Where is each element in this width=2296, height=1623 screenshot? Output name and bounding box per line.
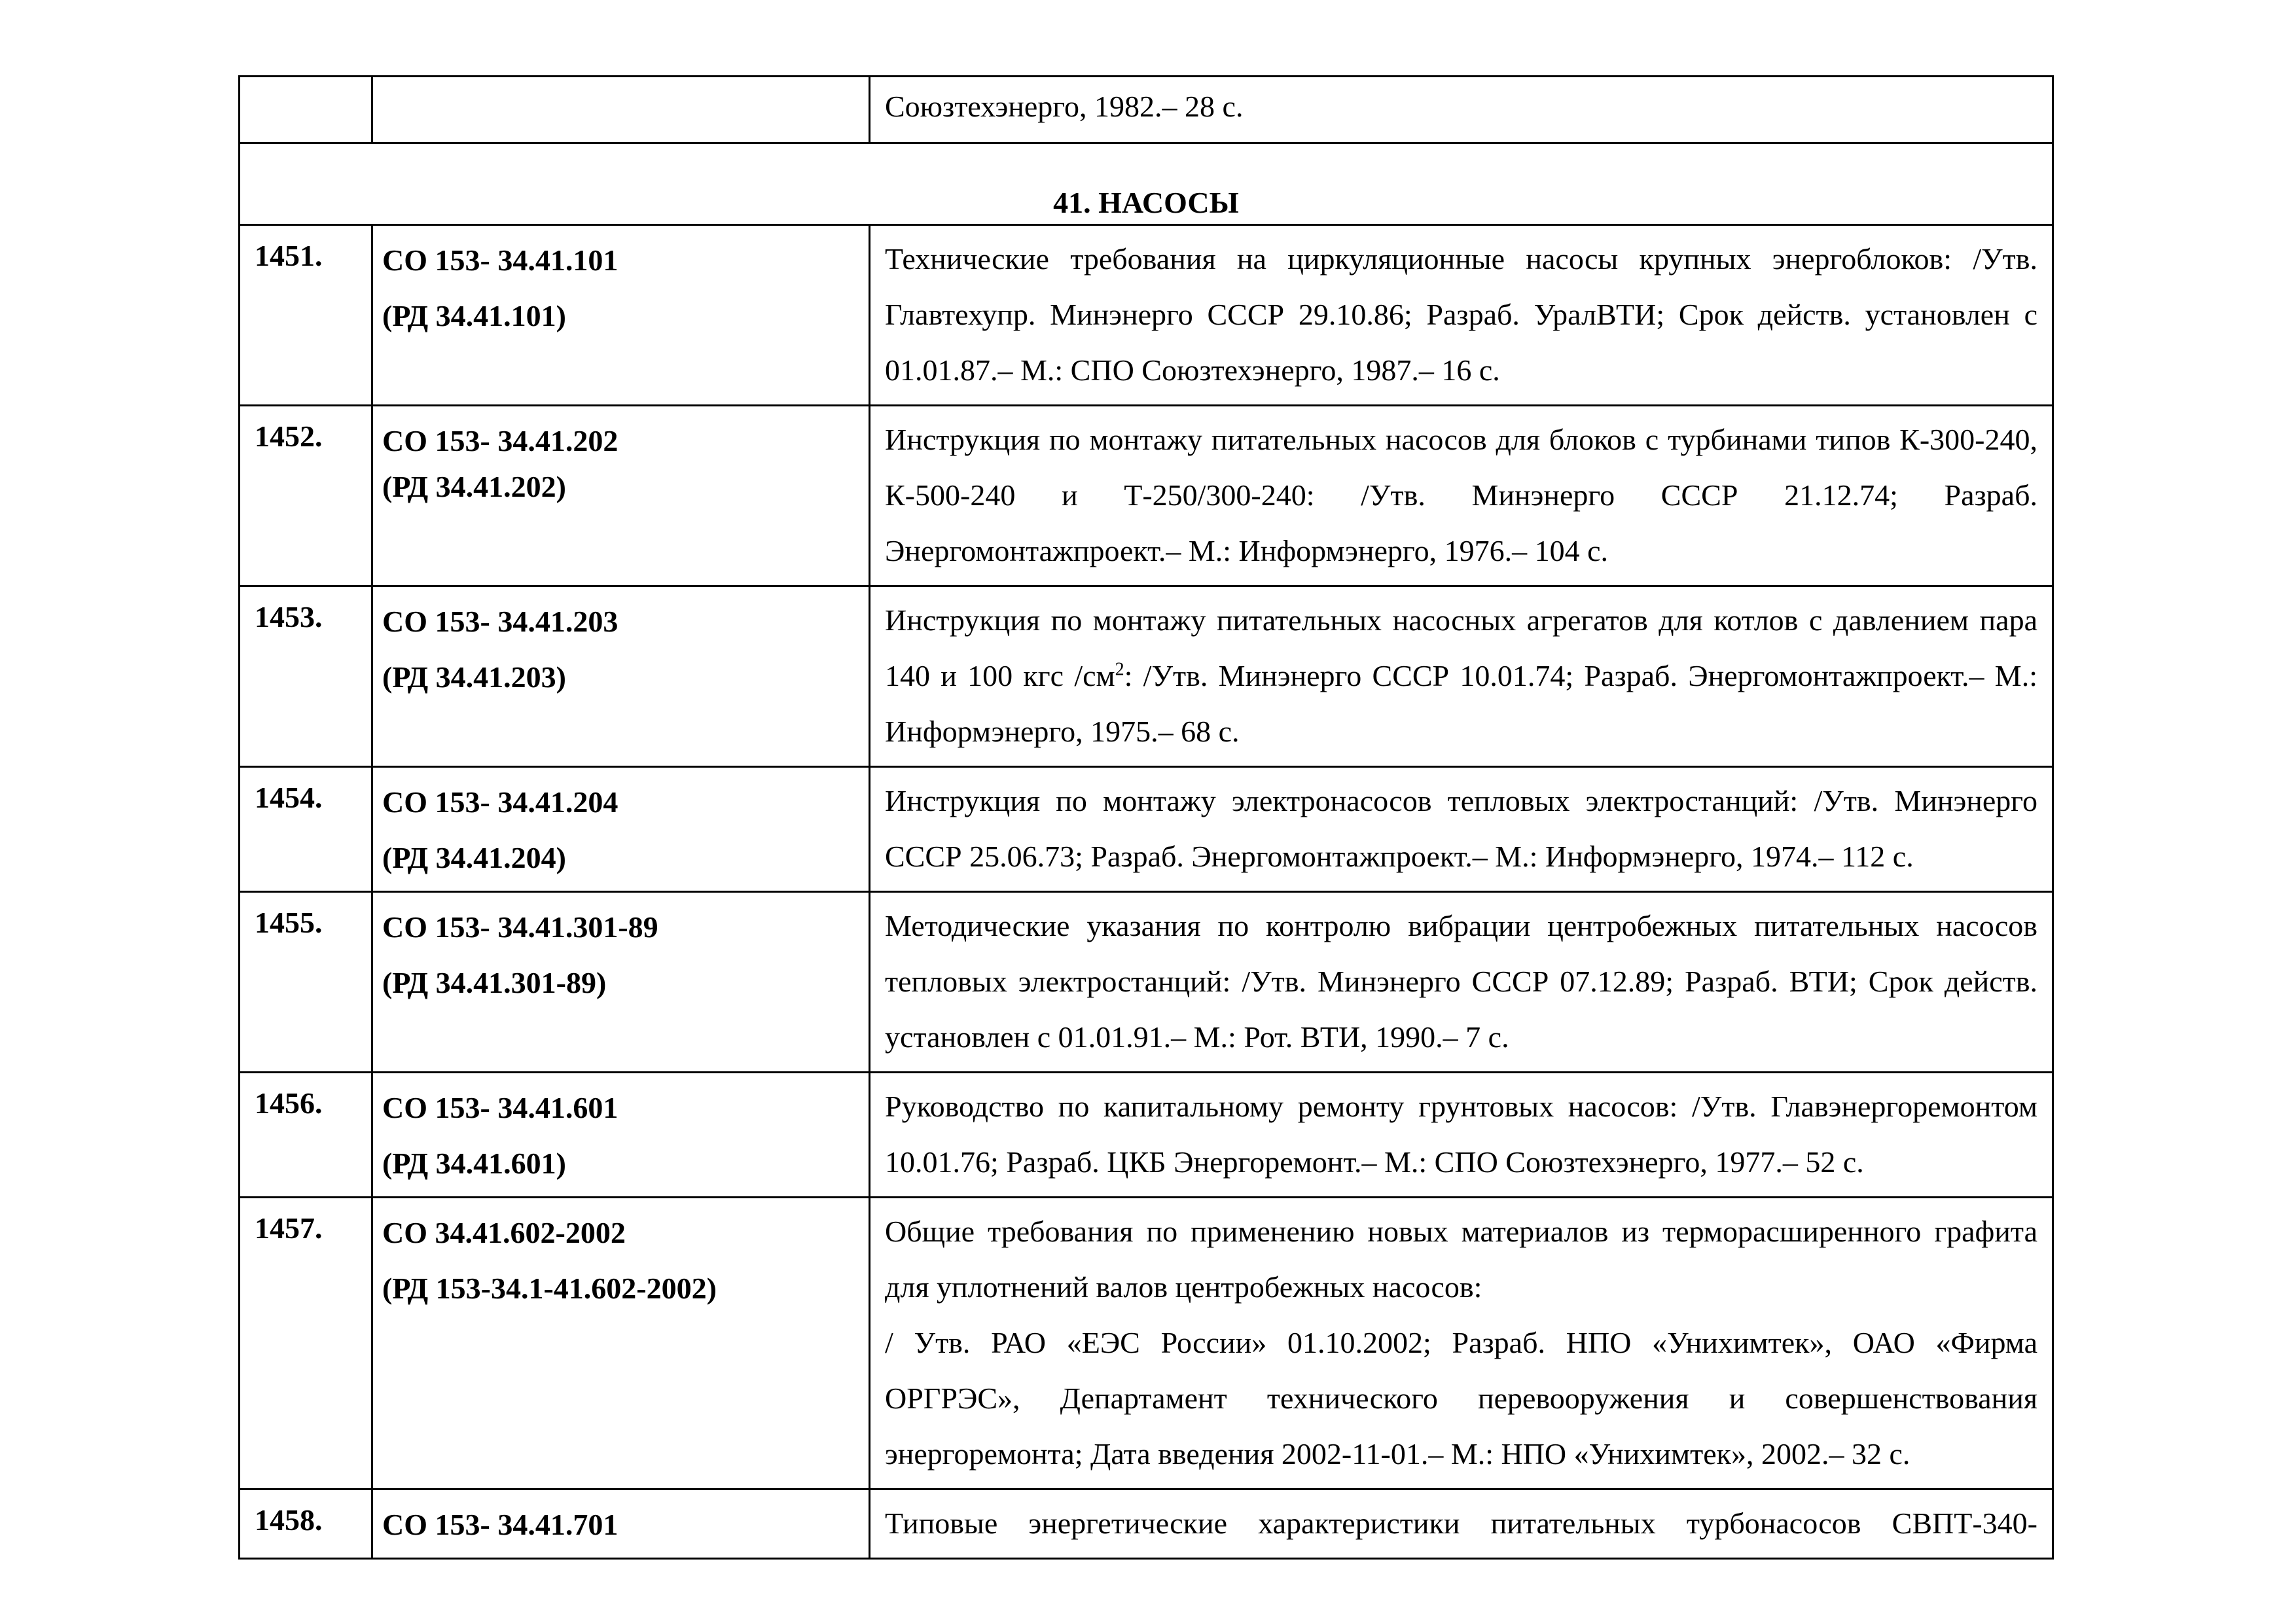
document-alt-code: (РД 34.41.204) <box>382 841 566 874</box>
description-text: Инструкция по монтажу питательных насосных агрегатов для котлов с давлением пара 140 и 100 кгс $/см^2$: /Утв. Минэнерго СССР 10.01.74; Разраб. Энергомонтажпроект.– М.: Информэнерго, 1975.– 68 с. <box>885 603 2037 748</box>
row-number-cell <box>240 77 372 143</box>
document-code: СО 153- 34.41.701 <box>382 1508 619 1541</box>
row-number-cell: 1458. <box>240 1489 372 1559</box>
row-number-cell: 1451. <box>240 225 372 406</box>
document-alt-code: (РД 34.41.101) <box>382 299 566 332</box>
document-alt-code: (РД 153-34.1-41.602-2002) <box>382 1272 717 1305</box>
description-text: Типовые энергетические характеристики питательных турбонасосов СВПТ-340- <box>885 1507 2037 1540</box>
description-cell <box>870 892 2053 1073</box>
row-number-cell: 1455. <box>240 892 372 1073</box>
section-title: 41. НАСОСЫ <box>240 143 2053 225</box>
document-code: СО 153- 34.41.203 <box>382 605 619 638</box>
table-row <box>240 586 2053 767</box>
document-code: СО 153- 34.41.301-89 <box>382 910 658 944</box>
document-alt-code: (РД 34.41.301-89) <box>382 966 607 999</box>
document-code: СО 153- 34.41.101 <box>382 243 619 277</box>
table-row <box>240 892 2053 1073</box>
description-cell <box>870 767 2053 892</box>
description-text: Союзтехэнерго, 1982.– 28 с. <box>885 90 1244 123</box>
row-number-cell: 1454. <box>240 767 372 892</box>
description-cell <box>870 586 2053 767</box>
row-number-cell: 1457. <box>240 1198 372 1489</box>
row-number-cell: 1452. <box>240 406 372 586</box>
row-number-cell: 1456. <box>240 1073 372 1198</box>
description-cell <box>870 77 2053 143</box>
document-code: СО 34.41.602-2002 <box>382 1216 626 1249</box>
description-text: Инструкция по монтажу электронасосов тепловых электростанций: /Утв. Минэнерго СССР 25.06.73; Разраб. Энергомонтажпроект.– М.: Информэнерго, 1974.– 112 с. <box>885 784 2037 873</box>
document-code-cell <box>372 1198 870 1489</box>
document-alt-code: (РД 34.41.202) <box>382 470 566 503</box>
document-code-cell <box>372 77 870 143</box>
description-cell <box>870 406 2053 586</box>
section-heading-row <box>240 143 2053 225</box>
document-alt-code: (РД 34.41.601) <box>382 1147 566 1180</box>
document-code: СО 153- 34.41.202 <box>382 424 619 457</box>
description-text: Методические указания по контролю вибрации центробежных питательных насосов тепловых электростанций: /Утв. Минэнерго СССР 07.12.89; Разраб. ВТИ; Срок действ. установлен с 01.01.91.– М.: Рот. ВТИ, 1990.– 7 с. <box>885 909 2037 1054</box>
table-row <box>240 225 2053 406</box>
document-code-cell <box>372 892 870 1073</box>
description-text: / Утв. РАО «ЕЭС России» 01.10.2002; Разраб. НПО «Унихимтек», ОАО «Фирма ОРГРЭС», Департамент технического перевооружения и совершенствования энергоремонта; Дата введения 2002-11-01.– М.: НПО «Унихимтек», 2002.– 32 с. <box>885 1326 2037 1471</box>
document-code-cell <box>372 586 870 767</box>
table-row <box>240 1198 2053 1489</box>
document-code: СО 153- 34.41.601 <box>382 1091 619 1124</box>
document-code-cell <box>372 767 870 892</box>
description-cell <box>870 1489 2053 1559</box>
description-text: Инструкция по монтажу питательных насосов для блоков с турбинами типов К-300-240, К-500-240 и Т-250/300-240: /Утв. Минэнерго СССР 21.12.74; Разраб. Энергомонтажпроект.– М.: Информэнерго, 1976.– 104 с. <box>885 423 2037 567</box>
document-code-cell <box>372 406 870 586</box>
table-row-continuation <box>240 77 2053 143</box>
table-row <box>240 1073 2053 1198</box>
description-cell <box>870 1198 2053 1489</box>
standards-table <box>238 75 2054 1560</box>
superscript: 2 <box>1115 659 1124 680</box>
description-cell <box>870 1073 2053 1198</box>
document-code-cell <box>372 1489 870 1559</box>
description-cell <box>870 225 2053 406</box>
table-row <box>240 406 2053 586</box>
document-alt-code: (РД 34.41.203) <box>382 660 566 694</box>
description-text: Общие требования по применению новых материалов из терморасширенного графита для уплотнений валов центробежных насосов: <box>885 1215 2037 1304</box>
document-code-cell <box>372 1073 870 1198</box>
table-row <box>240 1489 2053 1559</box>
document-code: СО 153- 34.41.204 <box>382 785 619 819</box>
table-row <box>240 767 2053 892</box>
document-code-cell <box>372 225 870 406</box>
row-number-cell: 1453. <box>240 586 372 767</box>
description-text: Руководство по капитальному ремонту грунтовых насосов: /Утв. Главэнергоремонтом 10.01.76; Разраб. ЦКБ Энергоремонт.– М.: СПО Союзтехэнерго, 1977.– 52 с. <box>885 1090 2037 1179</box>
description-text: Технические требования на циркуляционные насосы крупных энергоблоков: /Утв. Главтехупр. Минэнерго СССР 29.10.86; Разраб. УралВТИ; Срок действ. установлен с 01.01.87.– М.: СПО Союзтехэнерго, 1987.– 16 с. <box>885 242 2037 387</box>
